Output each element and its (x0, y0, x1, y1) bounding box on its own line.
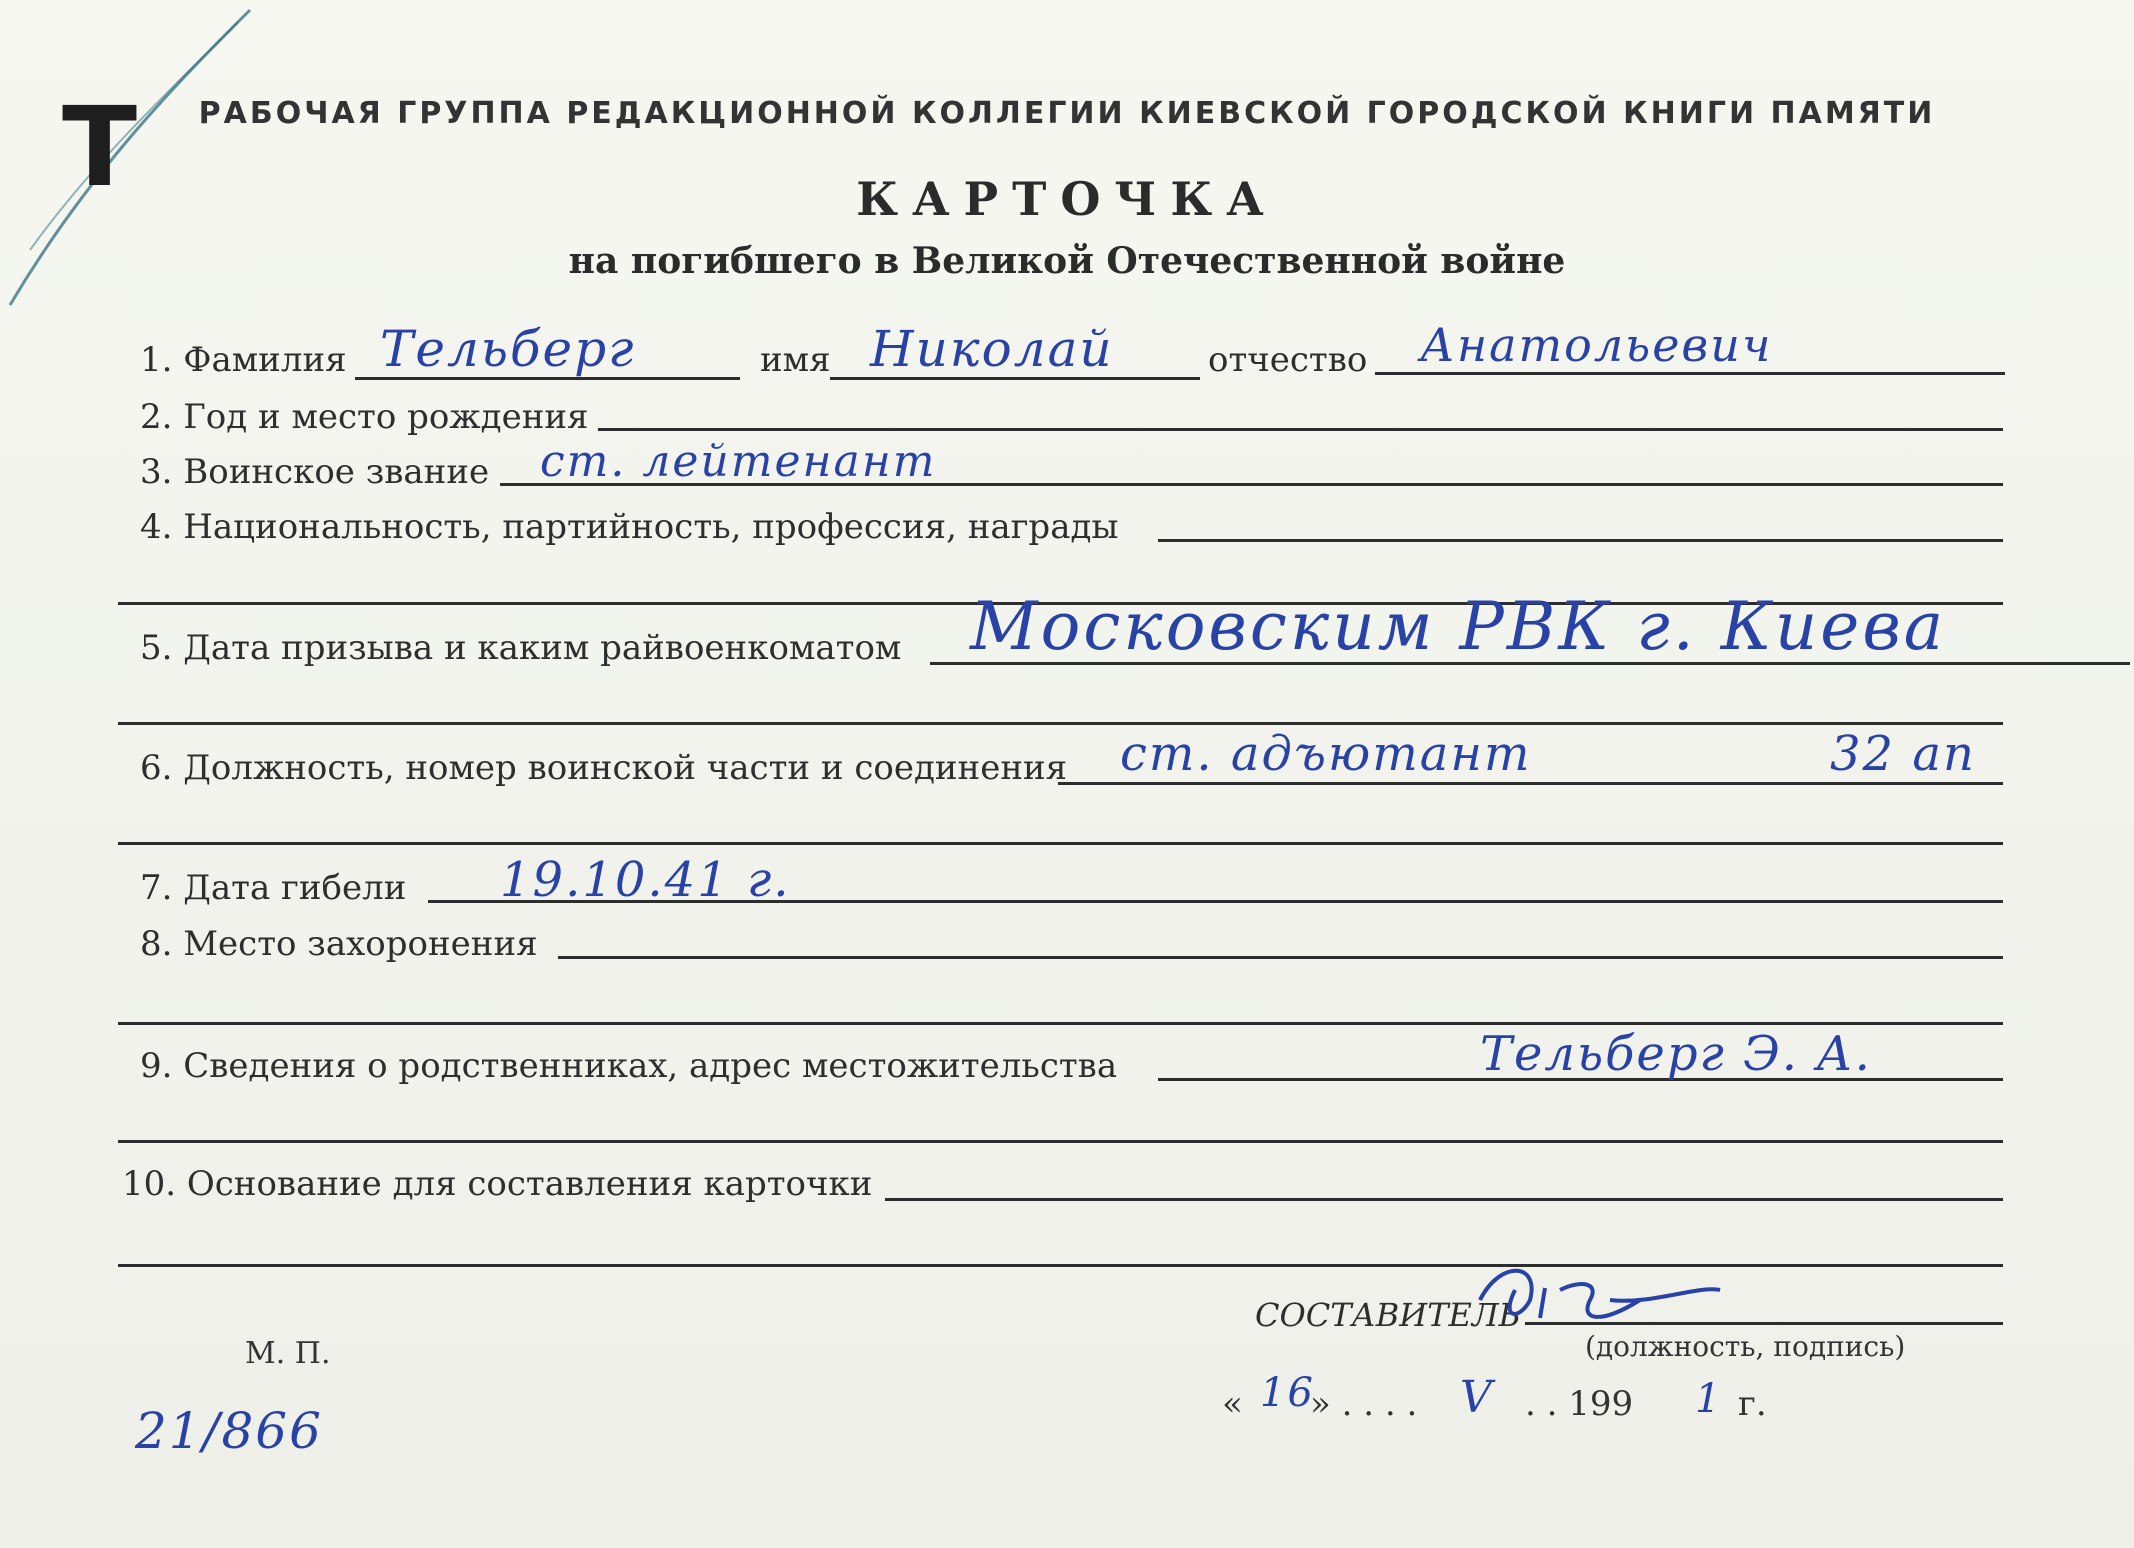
burial-label: 8. Место захоронения (140, 924, 538, 964)
patronymic-line (1375, 372, 2005, 375)
conscription-line-2 (118, 722, 2003, 725)
card-subtitle: на погибшего в Великой Отечественной войне (568, 240, 1566, 282)
patronymic-value: Анатольевич (1420, 318, 1773, 372)
compiler-line (1525, 1322, 2003, 1325)
date-open-quote: « (1222, 1384, 1243, 1424)
rank-value: ст. лейтенант (540, 436, 937, 487)
date-day: 16 (1260, 1370, 1315, 1416)
nationality-label: 4. Национальность, партийность, профессия, награды (140, 507, 1119, 547)
conscription-value: Московским РВК г. Киева (970, 588, 1947, 665)
death-date-label: 7. Дата гибели (140, 868, 407, 908)
nationality-line (1158, 539, 2003, 542)
date-dots-2: . . 199 (1525, 1384, 1634, 1424)
date-month: V (1460, 1372, 1494, 1423)
organization-header: РАБОЧАЯ ГРУППА РЕДАКЦИОННОЙ КОЛЛЕГИИ КИЕВСКОЙ ГОРОДСКОЙ КНИГИ ПАМЯТИ (198, 96, 1936, 131)
burial-line-2 (118, 1022, 2003, 1025)
conscription-label: 5. Дата призыва и каким райвоенкоматом (140, 628, 902, 668)
unit-value: 32 ап (1830, 726, 1976, 782)
relatives-value: Тельберг Э. А. (1480, 1026, 1872, 1082)
archive-number: 21/866 (135, 1402, 323, 1460)
surname-value: Тельберг (380, 320, 636, 378)
date-year-digit: 1 (1695, 1376, 1723, 1422)
position-line (1058, 782, 2003, 785)
basis-line (885, 1198, 2003, 1201)
relatives-line-2 (118, 1140, 2003, 1143)
corner-letter-mark: Т (62, 83, 138, 211)
basis-label: 10. Основание для составления карточки (122, 1164, 873, 1204)
basis-line-2 (118, 1264, 2003, 1267)
patronymic-label: отчество (1208, 340, 1368, 380)
stamp-label: М. П. (245, 1336, 331, 1371)
rank-label: 3. Воинское звание (140, 452, 490, 492)
name-label: имя (760, 340, 831, 380)
death-date-value: 19.10.41 г. (500, 852, 791, 908)
position-value: ст. адъютант (1120, 726, 1532, 782)
surname-label: 1. Фамилия (140, 340, 347, 380)
birth-label: 2. Год и место рождения (140, 397, 589, 437)
position-label: 6. Должность, номер воинской части и соединения (140, 748, 1068, 788)
position-signature-caption: (должность, подпись) (1585, 1330, 1906, 1363)
card-title: КАРТОЧКА (856, 172, 1278, 226)
relatives-label: 9. Сведения о родственниках, адрес местожительства (140, 1046, 1118, 1086)
position-line-2 (118, 842, 2003, 845)
compiler-label: СОСТАВИТЕЛЬ (1255, 1296, 1521, 1334)
date-dots-1: » . . . . (1310, 1384, 1418, 1424)
birth-line (598, 428, 2003, 431)
name-value: Николай (870, 320, 1114, 378)
date-suffix: г. (1738, 1384, 1767, 1424)
burial-line (558, 956, 2003, 959)
